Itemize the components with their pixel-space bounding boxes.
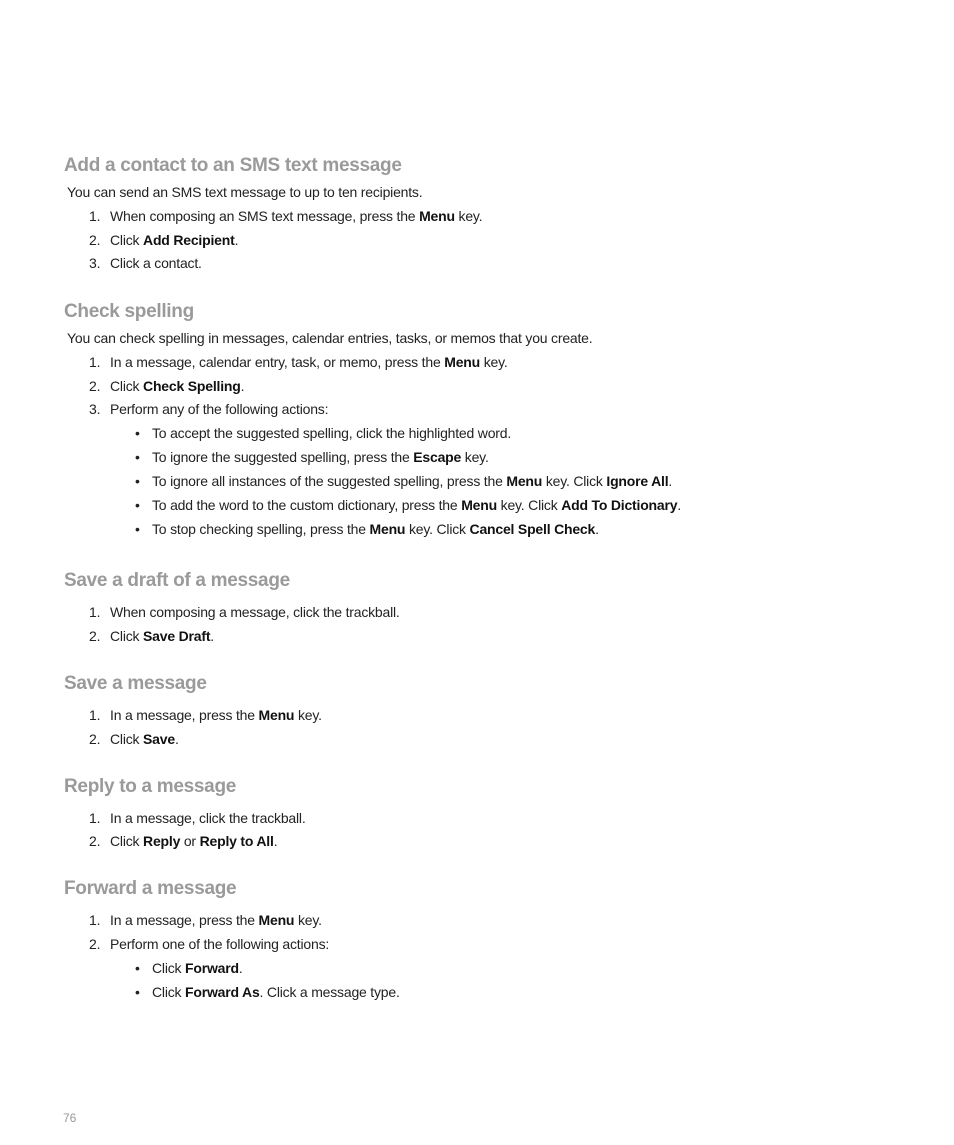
section-heading-save-message: Save a message bbox=[64, 673, 207, 694]
bullet-text: To accept the suggested spelling, click the highlighted word. bbox=[152, 425, 512, 441]
bullet-icon: • bbox=[135, 473, 140, 489]
bullet-text: Click Forward. bbox=[152, 960, 243, 976]
section-intro: You can check spelling in messages, calendar entries, tasks, or memos that you create. bbox=[67, 330, 593, 346]
step-text: Click Save Draft. bbox=[110, 628, 214, 644]
bullet-icon: • bbox=[135, 984, 140, 1000]
step-text: When composing a message, click the trackball. bbox=[110, 604, 400, 620]
step-text: In a message, press the Menu key. bbox=[110, 707, 322, 723]
bullet-text: To add the word to the custom dictionary, press the Menu key. Click Add To Dictionary. bbox=[152, 497, 682, 513]
section-heading-reply: Reply to a message bbox=[64, 776, 237, 797]
bullet-icon: • bbox=[135, 425, 140, 441]
step-number: 3. bbox=[89, 401, 101, 417]
section-heading-save-draft: Save a draft of a message bbox=[64, 570, 290, 591]
bullet-text: To ignore all instances of the suggested spelling, press the Menu key. Click Ignore All. bbox=[152, 473, 673, 489]
step-text: Perform one of the following actions: bbox=[110, 936, 330, 952]
bullet-icon: • bbox=[135, 497, 140, 513]
step-text: In a message, calendar entry, task, or memo, press the Menu key. bbox=[110, 354, 508, 370]
step-number: 2. bbox=[89, 936, 101, 952]
section-heading-add-contact-sms: Add a contact to an SMS text message bbox=[64, 155, 402, 176]
step-number: 1. bbox=[89, 810, 101, 826]
step-number: 2. bbox=[89, 628, 101, 644]
step-number: 1. bbox=[89, 912, 101, 928]
step-text: In a message, press the Menu key. bbox=[110, 912, 322, 928]
step-number: 1. bbox=[89, 707, 101, 723]
step-number: 2. bbox=[89, 232, 101, 248]
step-text: Click Reply or Reply to All. bbox=[110, 833, 278, 849]
section-heading-check-spelling: Check spelling bbox=[64, 301, 194, 322]
bullet-icon: • bbox=[135, 521, 140, 537]
step-number: 2. bbox=[89, 731, 101, 747]
bullet-icon: • bbox=[135, 960, 140, 976]
step-text: Click Check Spelling. bbox=[110, 378, 245, 394]
bullet-text: Click Forward As. Click a message type. bbox=[152, 984, 400, 1000]
step-number: 1. bbox=[89, 208, 101, 224]
step-number: 1. bbox=[89, 604, 101, 620]
bullet-text: To ignore the suggested spelling, press the Escape key. bbox=[152, 449, 489, 465]
section-intro: You can send an SMS text message to up to ten recipients. bbox=[67, 184, 423, 200]
step-text: When composing an SMS text message, press the Menu key. bbox=[110, 208, 483, 224]
bullet-icon: • bbox=[135, 449, 140, 465]
step-text: In a message, click the trackball. bbox=[110, 810, 306, 826]
section-heading-forward: Forward a message bbox=[64, 878, 237, 899]
step-number: 2. bbox=[89, 833, 101, 849]
step-number: 1. bbox=[89, 354, 101, 370]
bullet-text: To stop checking spelling, press the Menu key. Click Cancel Spell Check. bbox=[152, 521, 599, 537]
step-text: Click a contact. bbox=[110, 255, 202, 271]
page-number: 76 bbox=[63, 1111, 77, 1125]
step-text: Click Add Recipient. bbox=[110, 232, 239, 248]
step-number: 3. bbox=[89, 255, 101, 271]
step-text: Click Save. bbox=[110, 731, 179, 747]
step-text: Perform any of the following actions: bbox=[110, 401, 329, 417]
step-number: 2. bbox=[89, 378, 101, 394]
